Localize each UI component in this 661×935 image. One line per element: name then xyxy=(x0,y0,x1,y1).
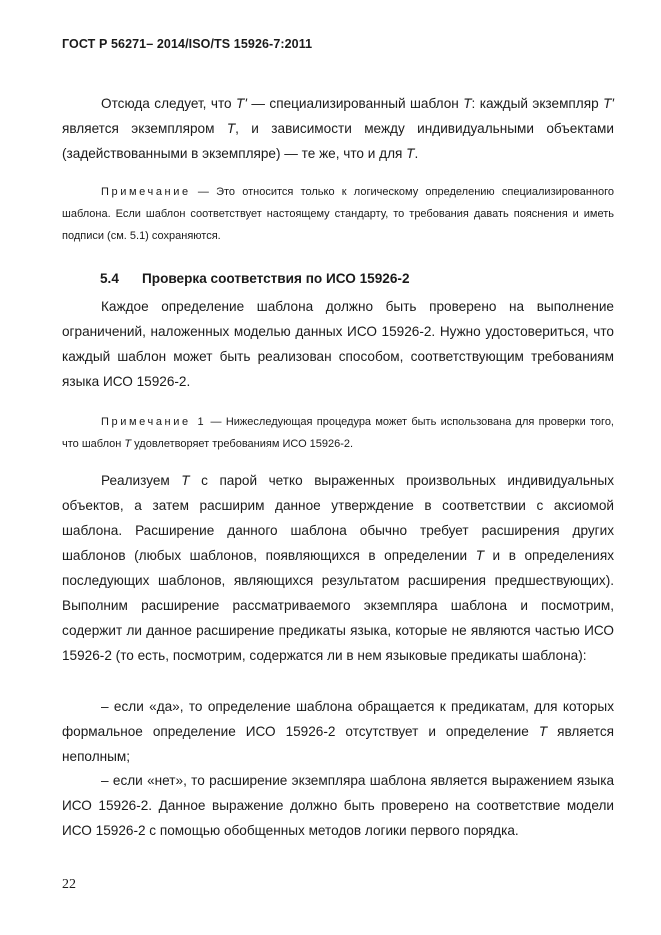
page-number: 22 xyxy=(62,877,76,892)
section-heading xyxy=(100,271,410,286)
note-label: Примечание xyxy=(101,186,191,198)
section-number: 5.4 xyxy=(100,271,119,286)
paragraph-compliance-check: Каждое определение шаблона должно быть проверено на выполнение ограничений, наложенных моделью данных ИСО 15926-2. Нужно удостовериться, что каждый шаблон может быть реализован способом, соответствующим требованиям языка ИСО 15926-2. xyxy=(62,299,614,389)
list-item-no: – если «нет», то расширение экземпляра шаблона является выражением языка ИСО 15926-2. Данное выражение должно быть проверено на соответствие модели ИСО 15926-2 с помощью обобщенных методов логики первого порядка. xyxy=(62,773,614,838)
list-item-yes: – если «да», то определение шаблона обращается к предикатам, для которых формальное определение ИСО 15926-2 отсутствует и определение T является неполным; xyxy=(62,699,615,764)
note-procedure: Примечание 1 — Нижеследующая процедура может быть использована для проверки того, что шаблон T удовлетворяет требованиям ИСО 15926-2. xyxy=(62,416,614,450)
section-title: Проверка соответствия по ИСО 15926-2 xyxy=(142,271,410,286)
document-header: ГОСТ Р 56271– 2014/ISO/TS 15926-7:2011 xyxy=(62,37,313,51)
paragraph-specialized-template: Отсюда следует, что T' — специализированный шаблон T: каждый экземпляр T' является экземпляром T, и зависимости между индивидуальными объектами (задействованными в экземпляре) — те же, что и для T. xyxy=(62,96,614,161)
note-label: Примечание 1 xyxy=(101,416,207,428)
paragraph-expansion-procedure: Реализуем T с парой четко выраженных произвольных индивидуальных объектов, а затем расширим данное утверждение в соответствии с аксиомой шаблона. Расширение данного шаблона обычно требует расширения других шаблонов (любых шаблонов, появляющихся в определении T и в определениях последующих шаблонов, являющихся результатом расширения предшествующих). Выполним расширение рассматриваемого экземпляра шаблона и посмотрим, содержит ли данное расширение предикаты языка, которые не являются частью ИСО 15926-2 (то есть, посмотрим, содержатся ли в нем языковые предикаты шаблона): xyxy=(62,473,614,663)
note-logical-definition: Примечание — Это относится только к логическому определению специализированного шаблона. Если шаблон соответствует настоящему стандарту, то требования давать пояснения и иметь подписи (см. 5.1) сохраняются. xyxy=(62,186,614,242)
